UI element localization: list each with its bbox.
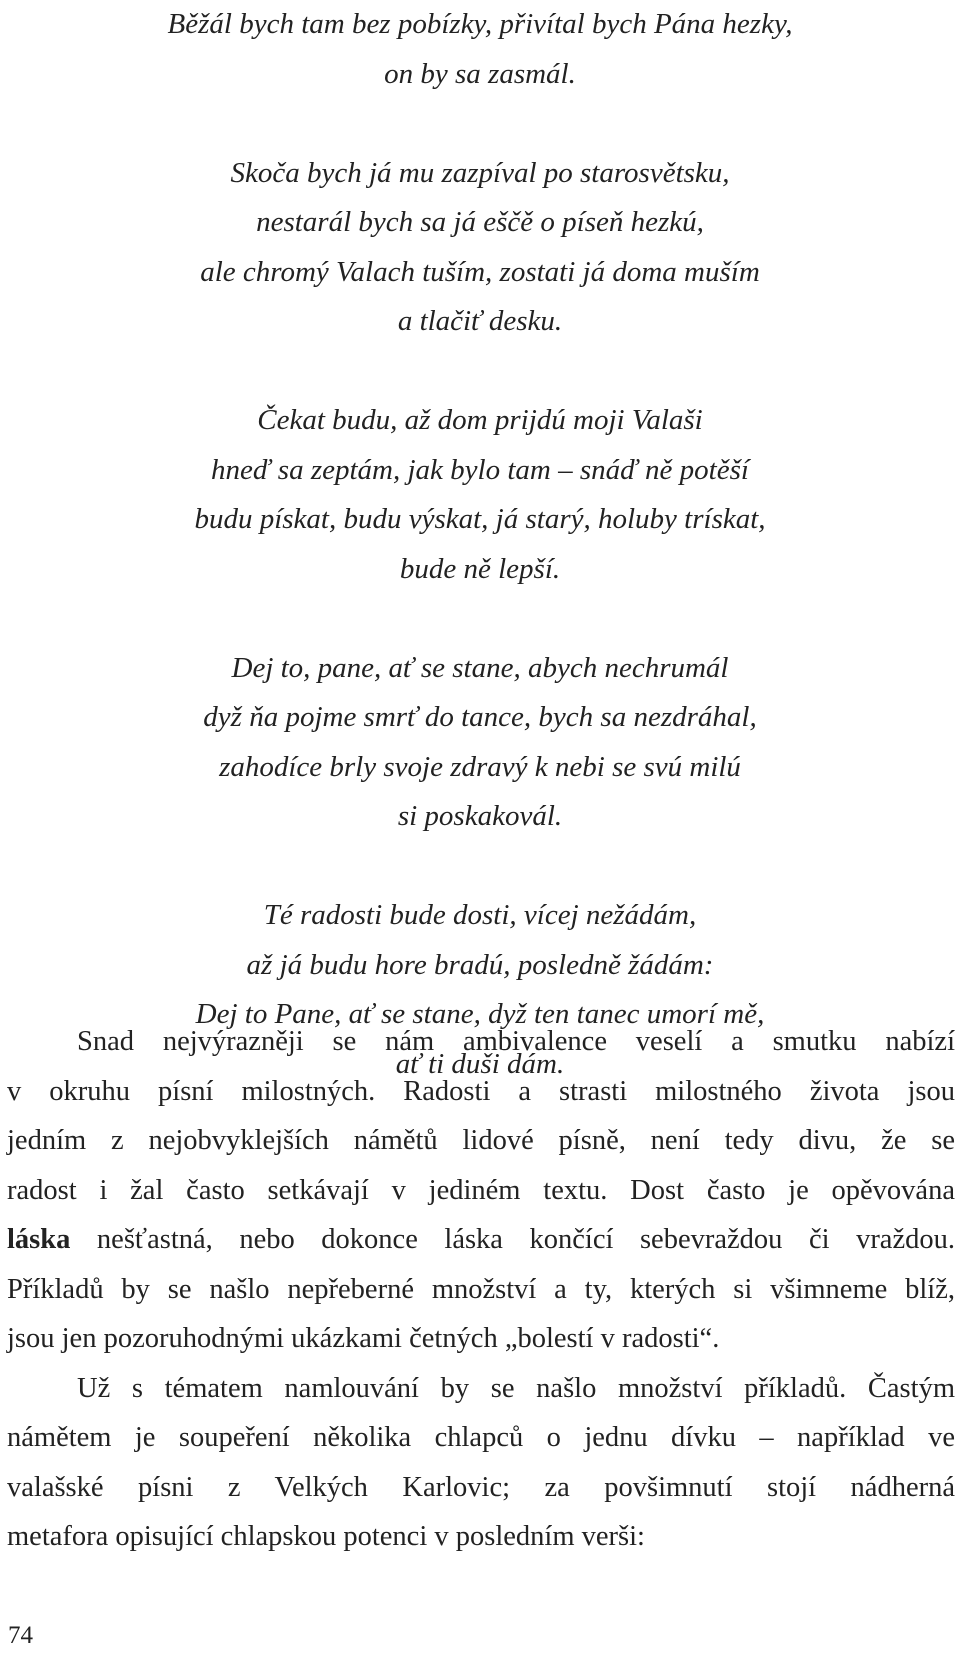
- verse-line: Dej to Pane, ať se stane, dyž ten tanec umorí mě,: [195, 998, 765, 1030]
- prose-line: valašské písni z Velkých Karlovic; za povšimnutí stojí nádherná: [7, 1471, 955, 1503]
- verse-line: si poskakovál.: [397, 800, 563, 832]
- prose-line: námětem je soupeření několika chlapců o jednu dívku – například ve: [7, 1422, 955, 1453]
- verse-line: nestarál bych sa já eščě o píseň hezkú,: [256, 206, 704, 238]
- verse-line: Dej to, pane, ať se stane, abych nechrumál: [231, 651, 729, 684]
- stanza-1: [0, 0, 960, 99]
- stanza-4: [0, 644, 960, 842]
- prose-line: Už s tématem namlouvání by se našlo množství příkladů. Častým: [77, 1372, 955, 1404]
- verse-line: Běžál bych tam bez pobízky, přivítal bych Pána hezky,: [167, 8, 793, 40]
- prose-line: jedním z nejobvyklejších námětů lidové písně, není tedy divu, že se: [7, 1125, 955, 1156]
- prose-line: Příkladů by se našlo nepřeberné množství a ty, kterých si všimneme blíž,: [7, 1273, 955, 1305]
- prose-text: [7, 1017, 955, 1562]
- verse-line: Skoča bych já mu zazpíval po starosvětsku,: [230, 156, 730, 189]
- verse-line: až já budu hore bradú, posledně žádám:: [246, 948, 714, 981]
- prose-line: v okruhu písní milostných. Radosti a strasti milostného života jsou: [7, 1075, 955, 1107]
- stanza-2: [0, 149, 960, 347]
- verse-line: Čekat budu, až dom prijdú moji Valaši: [257, 404, 703, 436]
- verse-line: hneď sa zeptám, jak bylo tam – snáď ně potěší: [211, 453, 749, 486]
- prose-line-rest: nešťastná, nebo dokonce láska končící sebevraždou či vraždou.: [70, 1224, 955, 1255]
- verse-line: Té radosti bude dosti, vícej nežádám,: [263, 899, 697, 931]
- verse-line: a tlačiť desku.: [397, 305, 563, 337]
- prose-line: jsou jen pozoruhodnými ukázkami četných „bolestí v radosti“.: [7, 1323, 720, 1354]
- prose-line: metafora opisující chlapskou potenci v posledním verši:: [7, 1521, 645, 1552]
- verse-line: ať ti duši dám.: [395, 1047, 565, 1080]
- prose-line: radost i žal často setkávají v jediném textu. Dost často je opěvována: [7, 1174, 955, 1206]
- page-number: 74: [8, 1622, 33, 1649]
- verse-line: ale chromý Valach tuším, zostati já doma muším: [200, 255, 760, 288]
- verse-line: dyž ňa pojme smrť do tance, bych sa nezdráhal,: [203, 701, 757, 733]
- verse-line: bude ně lepší.: [399, 552, 561, 585]
- stanza-3: [0, 396, 960, 594]
- verse-line: on by sa zasmál.: [384, 57, 576, 90]
- verse-line: zahodíce brly svoje zdravý k nebi se svú milú: [219, 750, 741, 783]
- prose-line: [7, 1215, 955, 1265]
- prose-line: Snad nejvýrazněji se nám ambivalence veselí a smutku nabízí: [77, 1026, 955, 1057]
- verse-line: budu pískat, budu výskat, já starý, holuby trískat,: [194, 503, 766, 535]
- emphasized-word: láska: [7, 1224, 71, 1255]
